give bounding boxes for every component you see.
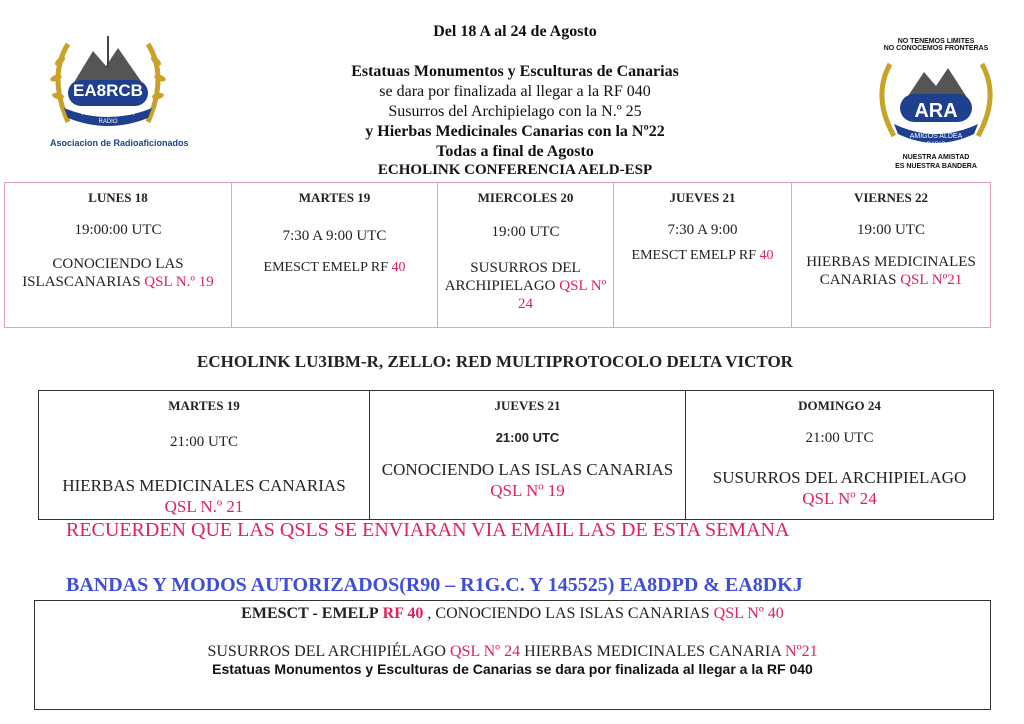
day-label: LUNES 18: [88, 190, 148, 205]
schedule-cell: [438, 183, 614, 328]
summary-line-2: SUSURROS DEL ARCHIPIÉLAGO QSL Nº 24 HIERBAS MEDICINALES CANARIA Nº21: [207, 643, 818, 660]
time-label: 19:00:00 UTC: [74, 222, 162, 238]
ara-logo: [868, 38, 1004, 176]
qsl-label: 40: [391, 260, 406, 275]
schedule-cell: [5, 183, 232, 328]
header-line: Estatuas Monumentos y Esculturas de Canarias: [351, 63, 679, 80]
date-range: Del 18 A al 24 de Agosto: [433, 23, 597, 40]
day-label: MARTES 19: [298, 190, 371, 205]
qsl-label: QSL Nº 24: [802, 489, 877, 508]
ara-top-line1: NO TENEMOS LIMITES: [897, 38, 975, 45]
time-label: 19:00 UTC: [491, 224, 560, 240]
ara-ribbon-text: AMIGOS ALDEA: [909, 133, 963, 140]
ara-bottom-line1: NUESTRA AMISTAD: [902, 154, 970, 161]
ara-callsign: ARA: [914, 100, 958, 122]
ea8rcb-ribbon-text: AMIGOS ALDEA: [81, 110, 135, 117]
time-label: 7:30 A 9:00 UTC: [282, 228, 387, 244]
ea8rcb-logo: [38, 26, 189, 156]
day-label: MARTES 19: [168, 398, 240, 413]
qsl-label: 40: [759, 248, 774, 263]
schedule-cell: [39, 391, 370, 520]
time-label: 19:00 UTC: [857, 222, 925, 238]
time-label: 21:00 UTC: [805, 430, 874, 446]
bands-text: BANDAS Y MODOS AUTORIZADOS(R90 – R1G.C. Y 145525) EA8DPD & EA8DKJ: [66, 574, 803, 596]
header-line: Todas a final de Agosto: [436, 143, 594, 160]
reminder-text: RECUERDEN QUE LAS QSLS SE ENVIARAN VIA EMAIL LAS DE ESTA SEMANA: [66, 519, 790, 541]
program-label: EMESCT EMELP RF 40: [263, 260, 406, 275]
header-line: y Hierbas Medicinales Canarias con la Nº22: [365, 123, 665, 140]
day-label: JUEVES 21: [494, 398, 561, 413]
day-label: VIERNES 22: [853, 190, 929, 205]
header-line: ECHOLINK CONFERENCIA AELD-ESP: [377, 162, 653, 178]
echolink-title: ECHOLINK LU3IBM-R, ZELLO: RED MULTIPROTOCOLO DELTA VICTOR: [197, 352, 793, 371]
schedule-cell: [370, 391, 686, 520]
schedule-cell: [614, 183, 792, 328]
program-label: HIERBAS MEDICINALES CANARIAS QSL N.º 21: [62, 476, 346, 516]
program-label: SUSURROS DEL ARCHIPIELAGO QSL Nº 24: [444, 260, 607, 312]
day-label: JUEVES 21: [669, 190, 736, 205]
day-label: DOMINGO 24: [798, 398, 881, 413]
schedule-table-1: [4, 182, 991, 328]
qsl-label: QSL N.º 19: [144, 274, 214, 290]
summary-line-3: Estatuas Monumentos y Esculturas de Canarias se dara por finalizada al llegar a la RF 040: [212, 661, 813, 677]
header-line: se dara por finalizada al llegar a la RF 040: [379, 83, 651, 100]
time-label: 21:00 UTC: [170, 434, 238, 450]
ara-top-line2: NO CONOCEMOS FRONTERAS: [883, 45, 989, 52]
qsl-label: QSL N.º 21: [164, 497, 244, 516]
ea8rcb-radio-text: RADIO: [98, 119, 118, 125]
program-label: CONOCIENDO LAS ISLASCANARIAS QSL N.º 19: [22, 256, 214, 290]
qsl-label: QSL Nº21: [900, 272, 963, 288]
ara-radio-text: RADIO: [926, 142, 946, 148]
time-label: 7:30 A 9:00: [667, 222, 738, 238]
program-label: EMESCT EMELP RF 40: [631, 248, 774, 263]
ara-bottom-line2: ES NUESTRA BANDERA: [895, 163, 977, 170]
schedule-table-2: [38, 390, 994, 520]
schedule-cell: [232, 183, 438, 328]
program-label: CONOCIENDO LAS ISLAS CANARIAS QSL Nº 19: [381, 460, 674, 500]
program-label: HIERBAS MEDICINALES CANARIAS QSL Nº21: [806, 254, 976, 288]
schedule-cell: [792, 183, 991, 328]
ea8rcb-callsign: EA8RCB: [73, 81, 143, 100]
summary-box: [34, 600, 991, 710]
qsl-label: QSL Nº 24: [518, 278, 607, 312]
summary-line-1: EMESCT - EMELP RF 40 , CONOCIENDO LAS ISLAS CANARIAS QSL Nº 40: [241, 605, 784, 622]
program-label: SUSURROS DEL ARCHIPIELAGO QSL Nº 24: [712, 468, 967, 508]
ea8rcb-caption: Asociacion de Radioaficionados: [50, 138, 189, 148]
time-label: 21:00 UTC: [495, 430, 560, 445]
qsl-label: QSL Nº 19: [490, 481, 565, 500]
day-label: MIERCOLES 20: [477, 190, 574, 205]
header-line: Susurros del Archipielago con la N.º 25: [388, 103, 642, 120]
schedule-cell: [686, 391, 994, 520]
header-block: [300, 22, 730, 178]
